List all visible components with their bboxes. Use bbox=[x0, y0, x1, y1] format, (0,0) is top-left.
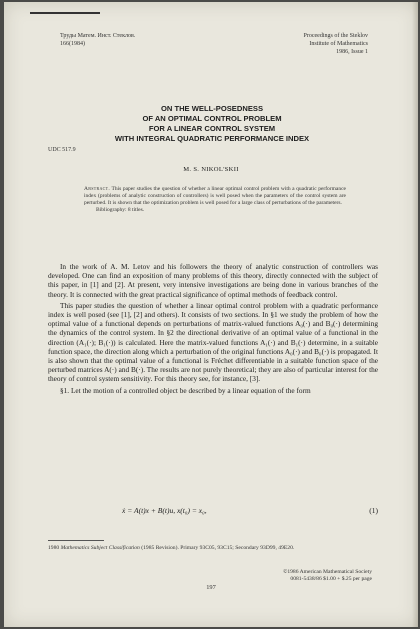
header-right-line1: Proceedings of the Steklov bbox=[303, 33, 368, 39]
abstract-bibliography: Bibliography: 8 titles. bbox=[96, 207, 145, 213]
paragraph-section-1: §1. Let the motion of a controlled object be described by a linear equation of the form bbox=[60, 385, 311, 395]
footnote-rest: (1985 Revision). Primary 93C05, 93C15; Secondary 93D99, 49E20. bbox=[139, 545, 295, 551]
header-left-line1: Труды Матем. Инст. Стеклов. bbox=[60, 33, 136, 39]
document-page bbox=[4, 2, 418, 627]
equation-number: (1) bbox=[369, 506, 378, 515]
top-rule-mark bbox=[30, 12, 100, 14]
journal-header-russian bbox=[60, 32, 135, 48]
footnote bbox=[48, 545, 378, 552]
body-text bbox=[48, 262, 378, 397]
page-edge-shadow bbox=[412, 2, 418, 627]
paper-title bbox=[64, 104, 360, 144]
copyright-line2: 0081-5438/86 $1.00 + $.25 per page bbox=[290, 576, 372, 582]
footnote-prefix: 1980 bbox=[48, 545, 61, 551]
header-left-line2: 166(1984) bbox=[60, 41, 85, 47]
copyright-line1: ©1986 American Mathematical Society bbox=[283, 569, 372, 575]
paragraph-1: In the work of A. M. Letov and his followers the theory of analytic construction of controllers was developed. One can find an exposition of many problems of this theory, directly connected with the subject of this paper, in [1] and [2]. At present, very intensive investigations are being done in various branches of the theory. It is connected with the great practical significance of optimal methods of feedback control. bbox=[48, 262, 378, 299]
abstract-lead: Abstract. bbox=[84, 186, 111, 192]
page-number: 197 bbox=[206, 584, 216, 591]
udc-code: UDC 517.9 bbox=[48, 147, 76, 153]
footnote-rule bbox=[48, 540, 104, 541]
footnote-classification: Mathematics Subject Classification bbox=[60, 545, 140, 551]
title-line1: ON THE WELL-POSEDNESS bbox=[160, 104, 264, 113]
equation-text: ẋ = A(t)x + B(t)u, x(t₀) = x₀, bbox=[122, 506, 207, 515]
header-right-line3: 1986, Issue 1 bbox=[336, 49, 368, 55]
paragraph-2: This paper studies the question of whether a linear optimal control problem with a quadratic performance index is well posed (see [1], [2] and others). It consists of two sections. In §1 we study the problem of how the optimal value of a functional depends on perturbations of matrix-valued functions A₀(·) and B₀(·) determining the dynamics of the control system. In §2 the directional derivative of an optimal value of a functional in the direction (A₁(·); B₁(·)) is calculated. Here the matrix-valued functions A₁(·) and B₁(·) determine, in a suitable function space, the direction along which a perturbation of the original functions A₀(·) and B₀(·) is propagated. It is also shown that the optimal value of a functional is Fréchet differentiable in a suitable function space of the perturbed matrices A(·) and B(·). The results are not purely theoretical; they are also of particular interest for the theory of control system sensitivity. For this theory see, for instance, [3]. bbox=[48, 300, 378, 384]
equation-1 bbox=[48, 506, 378, 518]
journal-header-english bbox=[304, 32, 369, 56]
header-right-line2: Institute of Mathematics bbox=[309, 41, 368, 47]
title-line3: FOR A LINEAR CONTROL SYSTEM bbox=[148, 124, 276, 133]
title-line4: WITH INTEGRAL QUADRATIC PERFORMANCE INDEX bbox=[114, 134, 310, 143]
author-name: M. S. NIKOL'SKII bbox=[183, 166, 239, 173]
copyright-notice bbox=[283, 569, 372, 583]
title-line2: OF AN OPTIMAL CONTROL PROBLEM bbox=[142, 114, 282, 123]
abstract-text: This paper studies the question of whether a linear optimal control problem with a quadratic performance index (problems of analytic construction of controllers) is well posed when the parameters of the control system are perturbed. It is shown that the optimization problem is well posed for a large class of perturbations of the parameters. bbox=[84, 186, 346, 206]
abstract bbox=[84, 186, 346, 214]
